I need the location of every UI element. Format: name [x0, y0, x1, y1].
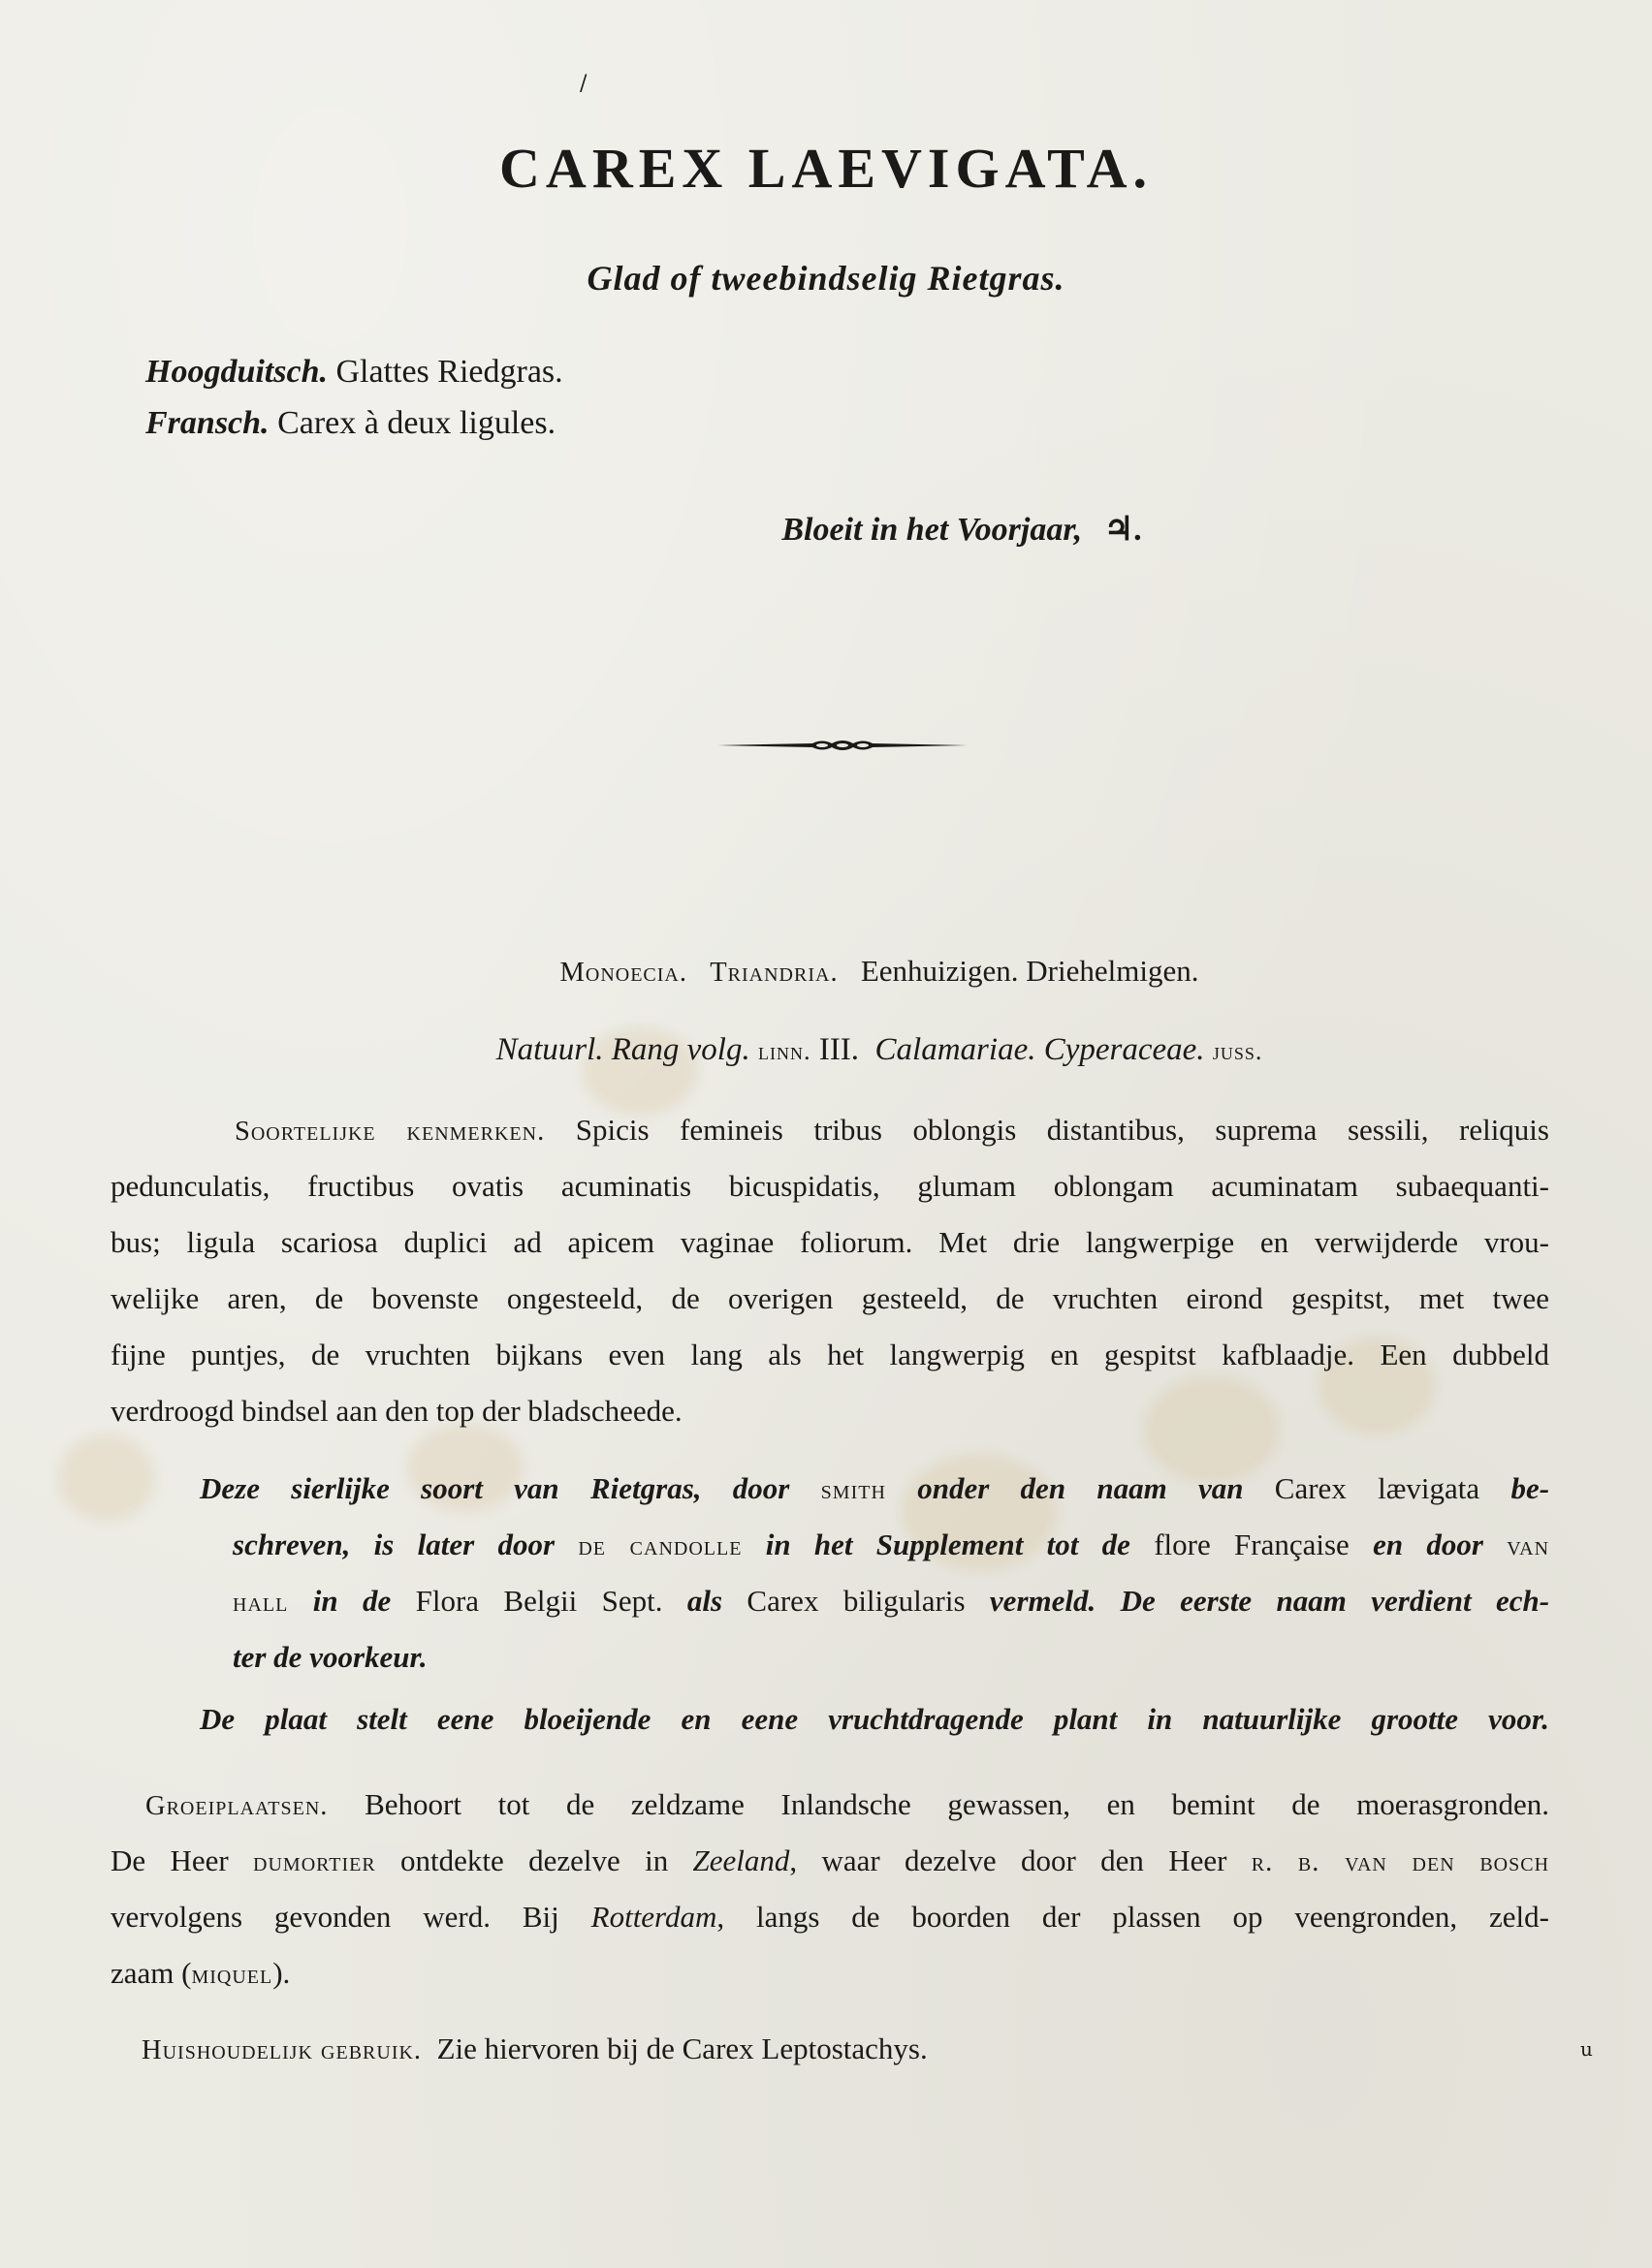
flowering-text: Bloeit in het Voorjaar, [781, 512, 1083, 548]
natural-rank [0, 1032, 1652, 1068]
place-name: Rotterdam [590, 1900, 717, 1934]
text-line [142, 2030, 1547, 2070]
section-heading: Huishoudelijk gebruik. [142, 2035, 423, 2065]
text-line [111, 1954, 1549, 1995]
vernacular-name: Glattes Riedgras. [335, 354, 563, 390]
dutch-class-names: Eenhuizigen. Driehelmigen. [860, 954, 1199, 988]
page-title: CAREX LAEVIGATA. [499, 137, 1153, 200]
text-span: als [686, 1584, 723, 1618]
text-line: welijke aren, de bovenste ongesteeld, de overigen gesteeld, de vruchten eirond gespitst, met twee [111, 1281, 1549, 1315]
text-span: Behoort tot de zeldzame Inlandsche gewassen, en bemint de moerasgronden. [365, 1787, 1550, 1821]
text-line [233, 1582, 1549, 1622]
text-line: bus; ligula scariosa duplici ad apicem vaginae foliorum. Met drie langwerpige en verwijderde vrou- [111, 1225, 1549, 1259]
rank-numeral: III. [818, 1032, 860, 1067]
flowering-time [0, 510, 1652, 549]
author-name: de candolle [578, 1531, 743, 1561]
text-span: in het Supplement tot de [765, 1528, 1130, 1561]
person-name: r. b. van den bosch [1251, 1847, 1550, 1877]
person-name: dumortier [253, 1847, 376, 1877]
place-name: Zeeland [692, 1843, 790, 1877]
author-name: hall [233, 1588, 289, 1618]
species-name: Carex lævigata [1274, 1471, 1480, 1505]
text-span: , langs de boorden der plassen op veengronden, zeld- [716, 1900, 1549, 1934]
text-span: be- [1510, 1471, 1550, 1505]
species-name: Carex biligularis [747, 1584, 966, 1618]
text-line [111, 1898, 1549, 1937]
vernacular-name: Carex à deux ligules. [277, 405, 556, 441]
text-span: schreven, is later door [233, 1528, 556, 1561]
corner-mark: u [1580, 2037, 1593, 2061]
text-line [233, 1526, 1549, 1566]
text-span: vermeld. De eerste naam verdient ech- [989, 1584, 1550, 1618]
text-span: in de [312, 1584, 392, 1618]
text-span: vervolgens gevonden werd. Bij [111, 1900, 559, 1934]
language-label: Hoogduitsch. [145, 354, 328, 390]
linnaean-classification [0, 954, 1652, 989]
author-juss: juss. [1212, 1036, 1263, 1065]
natural-rank-prefix: Natuurl. Rang volg. [495, 1032, 750, 1067]
author-name: smith [820, 1475, 886, 1505]
text-line [200, 1469, 1549, 1510]
text-span: ). [272, 1956, 291, 1990]
work-title: flore Française [1154, 1528, 1350, 1561]
order-name: Triandria. [710, 958, 839, 988]
vernacular-german [145, 354, 563, 391]
text-span: en door [1373, 1528, 1483, 1561]
text-line [111, 1842, 1549, 1882]
text-span: Spicis femineis tribus oblongis distantibus, suprema sessili, reliquis [575, 1113, 1549, 1147]
text-line: verdroogd bindsel aan den top der bladscheede. [111, 1394, 683, 1428]
plate-note: De plaat stelt eene bloeijende en eene vruchtdragende plant in natuurlijke grootte voor. [200, 1702, 1549, 1736]
section-heading: Groeiplaatsen. [145, 1791, 329, 1821]
text-line [145, 1785, 1549, 1826]
author-name: van [1507, 1531, 1550, 1561]
family-names: Calamariae. Cyperaceae. [874, 1032, 1205, 1067]
text-span: zaam ( [111, 1956, 192, 1990]
text-span: , waar dezelve door den Heer [789, 1843, 1227, 1877]
vernacular-french [145, 405, 556, 442]
foxing-stain [58, 1434, 155, 1522]
work-title: Flora Belgii Sept. [415, 1584, 663, 1618]
text-span: Deze sierlijke soort van Rietgras, door [200, 1471, 790, 1505]
perennial-symbol: ♃. [1103, 512, 1142, 548]
text-span: De Heer [111, 1843, 229, 1877]
person-name: miquel [191, 1960, 273, 1990]
text-line: fijne puntjes, de vruchten bijkans even lang als het langwerpig en gespitst kafblaadje. Een dubbeld [111, 1338, 1549, 1371]
section-heading: Soortelijke kenmerken. [235, 1117, 546, 1147]
class-name: Monoecia. [559, 958, 687, 988]
author-linn: linn. [757, 1036, 811, 1065]
dutch-name: Glad of tweebindselig Rietgras. [587, 259, 1065, 298]
text-line: pedunculatis, fructibus ovatis acuminatis bicuspidatis, glumam oblongam acuminatam subaequanti- [111, 1169, 1549, 1203]
text-span: Zie hiervoren bij de Carex Leptostachys. [436, 2032, 928, 2065]
text-line [235, 1111, 1549, 1151]
ornament-divider [715, 733, 969, 758]
language-label: Fransch. [145, 405, 270, 441]
text-line: ter de voorkeur. [233, 1640, 428, 1674]
text-span: onder den naam van [917, 1471, 1244, 1505]
text-span: ontdekte dezelve in [400, 1843, 669, 1877]
pencil-mark: / [580, 72, 588, 96]
